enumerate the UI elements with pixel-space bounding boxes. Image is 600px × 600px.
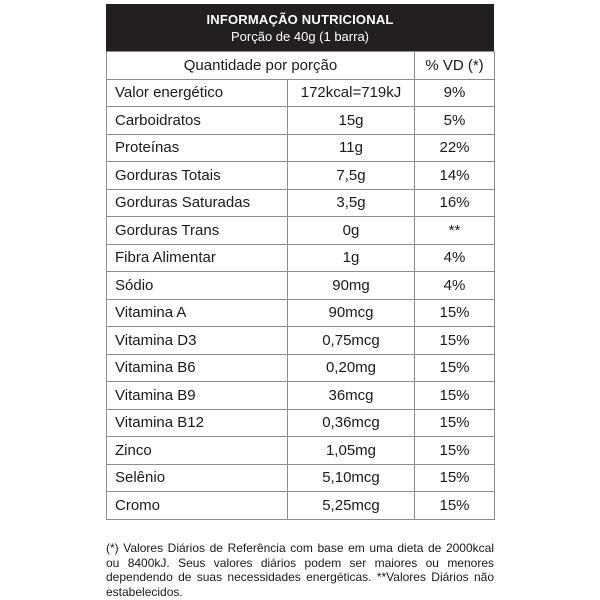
- nutrient-dv: 14%: [415, 162, 495, 190]
- nutrient-amount: 1g: [288, 244, 415, 272]
- nutrient-name: Vitamina B6: [107, 354, 288, 382]
- nutrient-row: [107, 162, 495, 190]
- nutrient-dv: 15%: [415, 382, 495, 410]
- nutrient-row: [107, 437, 495, 465]
- nutrient-amount: 0,20mg: [288, 354, 415, 382]
- nutrient-dv: 15%: [415, 464, 495, 492]
- footnote: (*) Valores Diários de Referência com base em uma dieta de 2000kcal ou 8400kJ. Seus valores diários podem ser maiores ou menores dependendo de suas necessidades energéticas. **Valores Diários não estabelecidos.: [106, 541, 494, 599]
- nutrition-table: [106, 51, 495, 520]
- label-header: [106, 4, 494, 51]
- nutrient-name: Sódio: [107, 272, 288, 300]
- nutrient-row: [107, 79, 495, 107]
- nutrient-dv: **: [415, 217, 495, 245]
- nutrient-name: Vitamina B9: [107, 382, 288, 410]
- nutrient-amount: 36mcg: [288, 382, 415, 410]
- nutrient-name: Selênio: [107, 464, 288, 492]
- nutrient-row: [107, 464, 495, 492]
- nutrient-dv: 15%: [415, 437, 495, 465]
- nutrient-dv: 15%: [415, 327, 495, 355]
- column-header-dv: % VD (*): [415, 52, 495, 80]
- nutrient-name: Valor energético: [107, 79, 288, 107]
- nutrient-row: [107, 244, 495, 272]
- nutrient-row: [107, 327, 495, 355]
- nutrient-amount: 90mcg: [288, 299, 415, 327]
- nutrient-row: [107, 409, 495, 437]
- nutrient-amount: 0,75mcg: [288, 327, 415, 355]
- nutrient-dv: 15%: [415, 299, 495, 327]
- nutrient-name: Fibra Alimentar: [107, 244, 288, 272]
- nutrient-dv: 5%: [415, 107, 495, 135]
- nutrient-name: Zinco: [107, 437, 288, 465]
- nutrient-amount: 90mg: [288, 272, 415, 300]
- nutrient-dv: 15%: [415, 409, 495, 437]
- nutrient-name: Vitamina D3: [107, 327, 288, 355]
- nutrient-amount: 5,25mcg: [288, 492, 415, 520]
- nutrient-amount: 5,10mcg: [288, 464, 415, 492]
- nutrition-facts-label: [106, 4, 494, 520]
- nutrient-amount: 172kcal=719kJ: [288, 79, 415, 107]
- nutrient-amount: 0g: [288, 217, 415, 245]
- nutrient-row: [107, 107, 495, 135]
- nutrient-row: [107, 299, 495, 327]
- nutrient-amount: 3,5g: [288, 189, 415, 217]
- nutrient-amount: 1,05mg: [288, 437, 415, 465]
- nutrient-name: Vitamina A: [107, 299, 288, 327]
- column-header-row: [107, 52, 495, 80]
- nutrient-dv: 4%: [415, 244, 495, 272]
- nutrient-amount: 0,36mcg: [288, 409, 415, 437]
- nutrient-row: [107, 272, 495, 300]
- nutrient-name: Gorduras Trans: [107, 217, 288, 245]
- column-header-quantity: Quantidade por porção: [107, 52, 415, 80]
- nutrient-name: Carboidratos: [107, 107, 288, 135]
- nutrient-dv: 15%: [415, 354, 495, 382]
- nutrient-row: [107, 382, 495, 410]
- nutrient-name: Gorduras Totais: [107, 162, 288, 190]
- nutrient-dv: 15%: [415, 492, 495, 520]
- nutrient-row: [107, 134, 495, 162]
- nutrient-amount: 15g: [288, 107, 415, 135]
- nutrient-dv: 9%: [415, 79, 495, 107]
- label-title: INFORMAÇÃO NUTRICIONAL: [206, 12, 394, 27]
- nutrient-row: [107, 354, 495, 382]
- nutrient-row: [107, 492, 495, 520]
- nutrient-amount: 11g: [288, 134, 415, 162]
- nutrient-dv: 16%: [415, 189, 495, 217]
- nutrient-row: [107, 217, 495, 245]
- nutrient-amount: 7,5g: [288, 162, 415, 190]
- nutrient-name: Vitamina B12: [107, 409, 288, 437]
- nutrient-name: Gorduras Saturadas: [107, 189, 288, 217]
- nutrient-dv: 22%: [415, 134, 495, 162]
- nutrient-dv: 4%: [415, 272, 495, 300]
- nutrient-name: Cromo: [107, 492, 288, 520]
- serving-size: Porção de 40g (1 barra): [230, 29, 370, 44]
- nutrient-name: Proteínas: [107, 134, 288, 162]
- nutrient-row: [107, 189, 495, 217]
